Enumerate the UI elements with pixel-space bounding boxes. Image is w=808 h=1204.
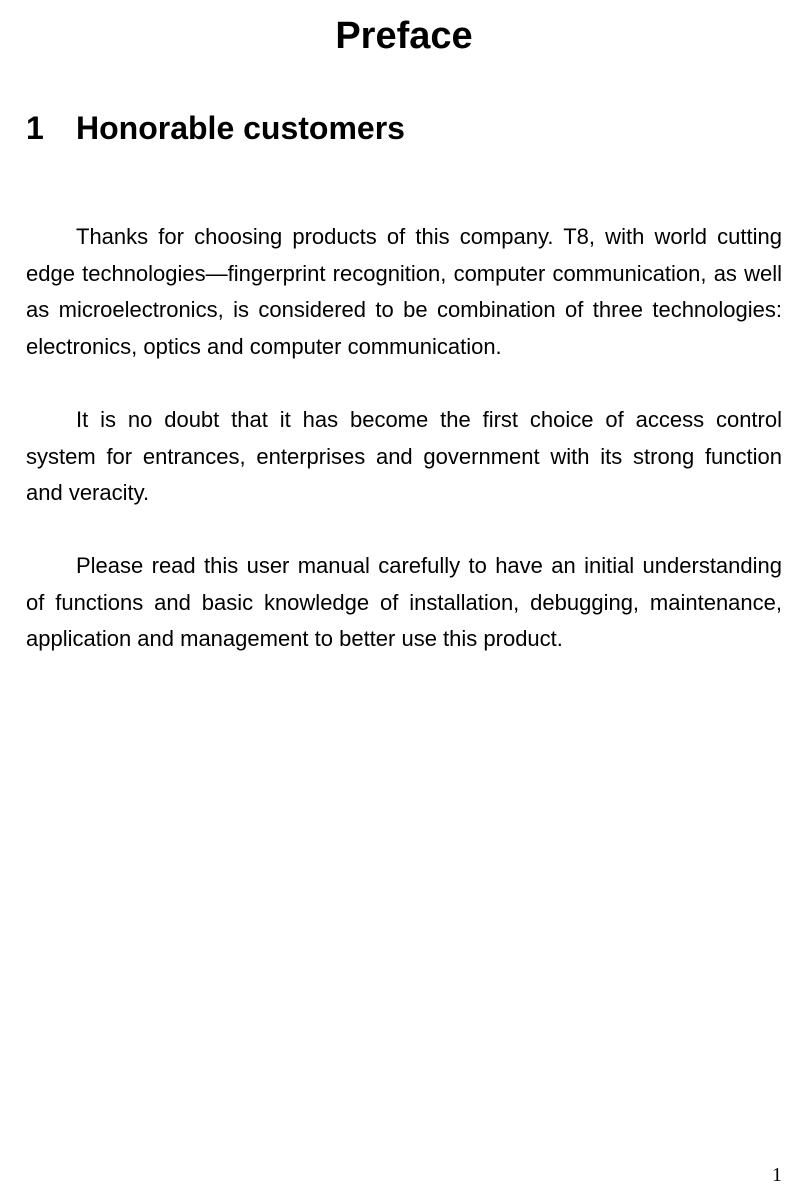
paragraph-2: It is no doubt that it has become the first choice of access control system for entrances, enterprises and government with its strong function and veracity. (26, 407, 782, 506)
section-number: 1 (26, 110, 44, 146)
page-number: 1 (772, 1164, 782, 1186)
paragraph-3-container (26, 548, 782, 658)
paragraph-2-container (26, 402, 782, 512)
section-heading (26, 106, 405, 150)
page-title: Preface (335, 15, 473, 57)
paragraph-1-container (26, 219, 782, 366)
section-title: Honorable customers (76, 110, 405, 146)
paragraph-1: Thanks for choosing products of this company. T8, with world cutting edge technologies—fingerprint recognition, computer communication, as well as microelectronics, is considered to be combination of three technologies: electronics, optics and computer communication. (26, 224, 782, 360)
paragraph-3: Please read this user manual carefully to have an initial understanding of functions and basic knowledge of installation, debugging, maintenance, application and management to better use this product. (26, 553, 782, 652)
